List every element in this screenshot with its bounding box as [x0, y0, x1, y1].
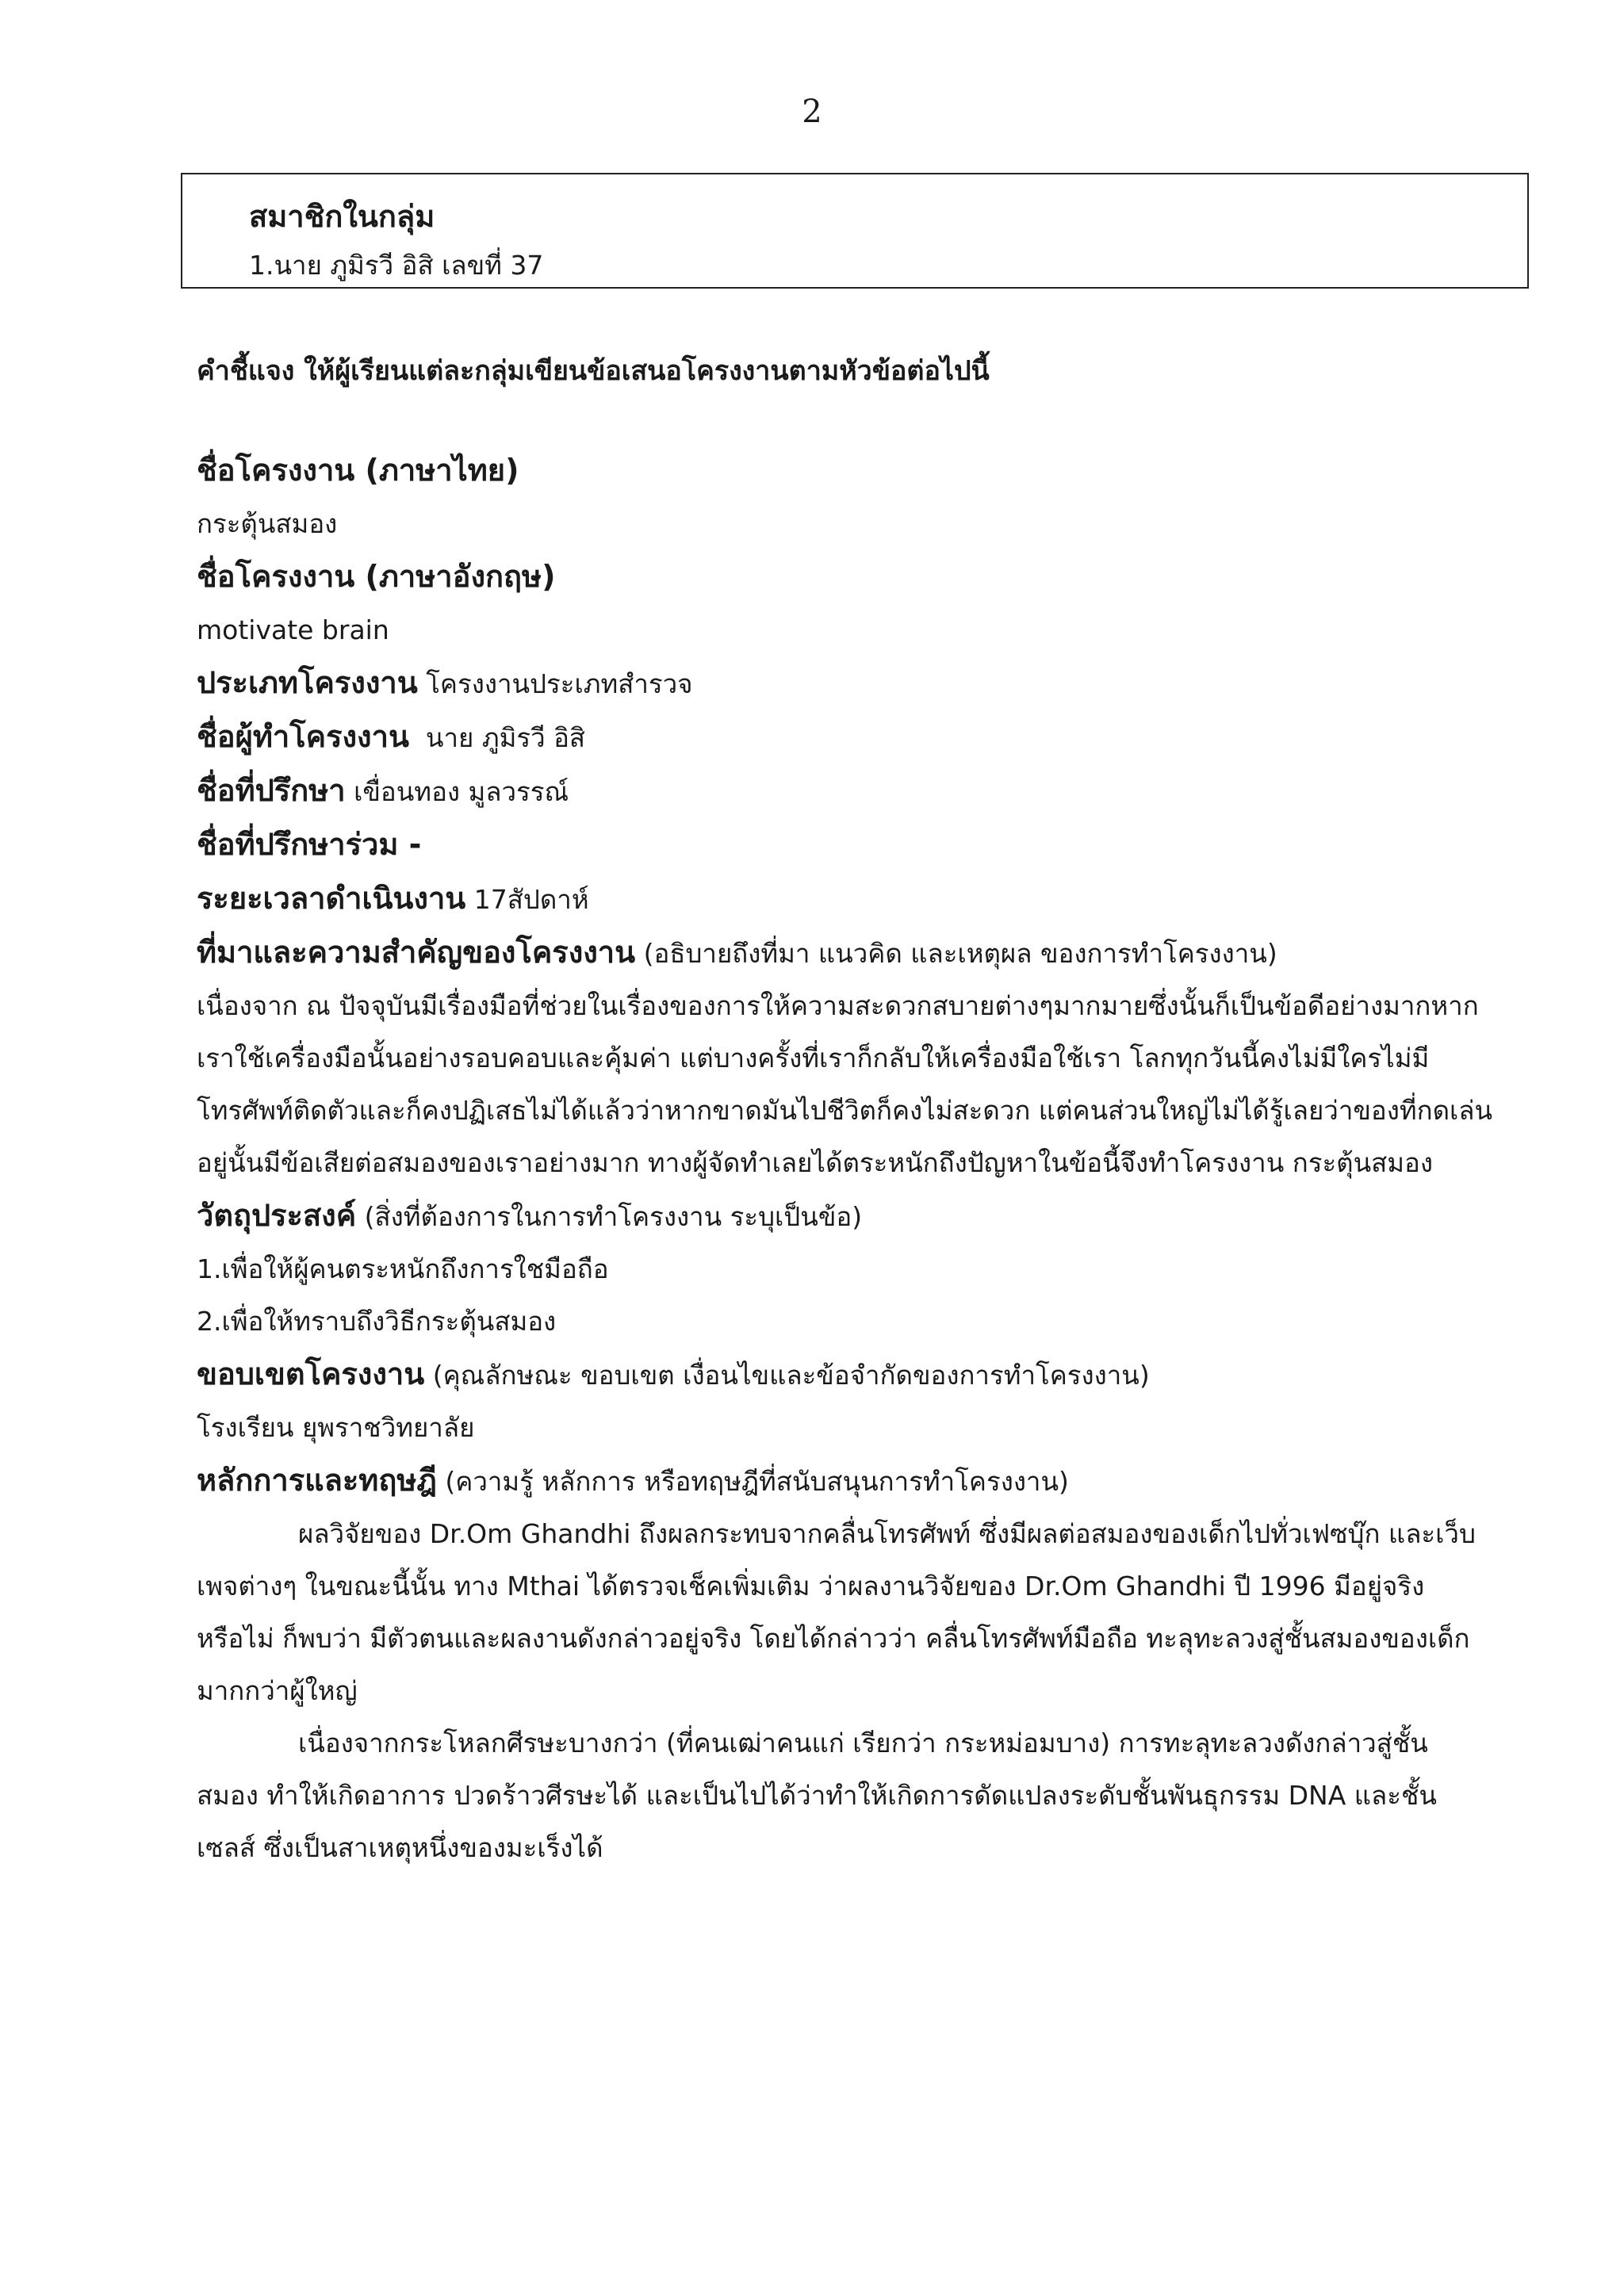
advisor-value: เขื่อนทอง มูลวรรณ์ — [354, 776, 569, 807]
name-en-label: ชื่อโครงงาน (ภาษาอังกฤษ) — [197, 559, 556, 594]
advisor-label: ชื่อที่ปรึกษา — [197, 773, 346, 808]
members-box — [181, 173, 1529, 289]
coadvisor-label: ชื่อที่ปรึกษาร่วม - — [197, 827, 422, 862]
author-section — [197, 710, 1529, 764]
theory-line: เนื่องจากกระโหลกศีรษะบางกว่า (ที่คนเฒ่าคนแก่ เรียกว่า กระหม่อมบาง) การทะลุทะลวงดังกล่าวสู่ชั้น — [298, 1728, 1428, 1758]
theory-line: สมอง ทำให้เกิดอาการ ปวดร้าวศีรษะได้ และเป็นไปได้ว่าทำให้เกิดการดัดแปลงระดับชั้นพันธุกรรม DNA และชั้น — [197, 1780, 1437, 1811]
background-line: เราใช้เครื่องมือนั้นอย่างรอบคอบและคุ้มค่า แต่บางครั้งที่เราก็กลับให้เครื่องมือใช้เรา โลกทุกวันนี้คงไม่มีใครไม่มี — [197, 1043, 1430, 1073]
coadvisor-section — [197, 818, 1529, 872]
background-section — [197, 926, 1529, 980]
objective-item: 1.เพื่อให้ผู้คนตระหนักถึงการใชมือถือ — [197, 1253, 609, 1284]
name-en-section — [197, 550, 1529, 604]
instruction: คำชี้แจง ให้ผู้เรียนแต่ละกลุ่มเขียนข้อเสนอโครงงานตามหัวข้อต่อไปนี้ — [197, 355, 990, 387]
background-line: อยู่นั้นมีข้อเสียต่อสมองของเราอย่างมาก ทางผู้จัดทำเลยได้ตระหนักถึงปัญหาในข้อนี้จึงทำโครงงาน กระตุ้นสมอง — [197, 1147, 1433, 1178]
background-hint: (อธิบายถึงที่มา แนวคิด และเหตุผล ของการทำโครงงาน) — [643, 938, 1277, 969]
theory-section — [197, 1454, 1529, 1508]
author-label: ชื่อผู้ทำโครงงาน — [197, 719, 409, 754]
theory-line: หรือไม่ ก็พบว่า มีตัวตนและผลงานดังกล่าวอยู่จริง โดยได้กล่าวว่า คลื่นโทรศัพท์มือถือ ทะลุทะลวงสู่ชั้นสมองของเด็ก — [197, 1623, 1470, 1654]
name-th-label: ชื่อโครงงาน (ภาษาไทย) — [197, 453, 519, 488]
author-value: นาย ภูมิรวี อิสิ — [425, 722, 586, 753]
type-value: โครงงานประเภทสำรวจ — [426, 668, 693, 699]
theory-line: เพจต่างๆ ในขณะนี้นั้น ทาง Mthai ได้ตรวจเช็คเพิ่มเติม ว่าผลงานวิจัยของ Dr.Om Ghandhi ปี 1996 มีอยู่จริง — [197, 1571, 1425, 1601]
name-th-value: กระตุ้นสมอง — [197, 508, 338, 539]
type-label: ประเภทโครงงาน — [197, 665, 418, 700]
theory-line: ผลวิจัยของ Dr.Om Ghandhi ถึงผลกระทบจากคลื่นโทรศัพท์ ซึ่งมีผลต่อสมองของเด็กไปทั่วเฟซบุ๊ก และเว็บ — [298, 1518, 1476, 1549]
member-item: 1.นาย ภูมิรวี อิสิ เลขที่ 37 — [249, 250, 544, 281]
theory-line: เซลส์ ซึ่งเป็นสาเหตุหนึ่งของมะเร็งได้ — [197, 1832, 603, 1863]
type-section — [197, 656, 1529, 710]
objective-section — [197, 1189, 1529, 1243]
duration-value: 17สัปดาห์ — [473, 884, 589, 915]
scope-value: โรงเรียน ยุพราชวิทยาลัย — [197, 1412, 475, 1443]
scope-hint: (คุณลักษณะ ขอบเขต เงื่อนไขและข้อจำกัดของการทำโครงงาน) — [432, 1360, 1150, 1391]
scope-label: ขอบเขตโครงงาน — [197, 1357, 425, 1391]
proposal-content — [197, 444, 1529, 1874]
background-line: โทรศัพท์ติดตัวและก็คงปฏิเสธไม่ได้แล้วว่าหากขาดมันไปชีวิตก็คงไม่สะดวก แต่คนส่วนใหญ่ไม่ได้รู้เลยว่าของที่กดเล่น — [197, 1095, 1493, 1126]
name-en-value: motivate brain — [197, 614, 389, 645]
page-number: 2 — [802, 94, 822, 130]
duration-label: ระยะเวลาดำเนินงาน — [197, 881, 466, 916]
theory-label: หลักการและทฤษฎี — [197, 1463, 437, 1498]
background-line: เนื่องจาก ณ ปัจจุบันมีเรื่องมือที่ช่วยในเรื่องของการให้ความสะดวกสบายต่างๆมากมายซึ่งนั้นก็เป็นข้อดีอย่างมากหาก — [197, 990, 1479, 1021]
objective-item: 2.เพื่อให้ทราบถึงวิธีกระตุ้นสมอง — [197, 1306, 557, 1337]
members-title: สมาชิกในกลุ่ม — [249, 199, 435, 234]
objective-hint: (สิ่งที่ต้องการในการทำโครงงาน ระบุเป็นข้อ) — [356, 1201, 863, 1232]
background-label: ที่มาและความสำคัญของโครงงาน — [197, 935, 636, 970]
theory-hint: (ความรู้ หลักการ หรือทฤษฎีที่สนับสนุนการทำโครงงาน) — [445, 1466, 1069, 1497]
duration-section — [197, 872, 1529, 926]
scope-section — [197, 1348, 1529, 1402]
name-th-section — [197, 444, 1529, 498]
advisor-section — [197, 764, 1529, 818]
objective-label: วัตถุประสงค์ — [197, 1198, 357, 1233]
theory-line: มากกว่าผู้ใหญ่ — [197, 1675, 358, 1706]
